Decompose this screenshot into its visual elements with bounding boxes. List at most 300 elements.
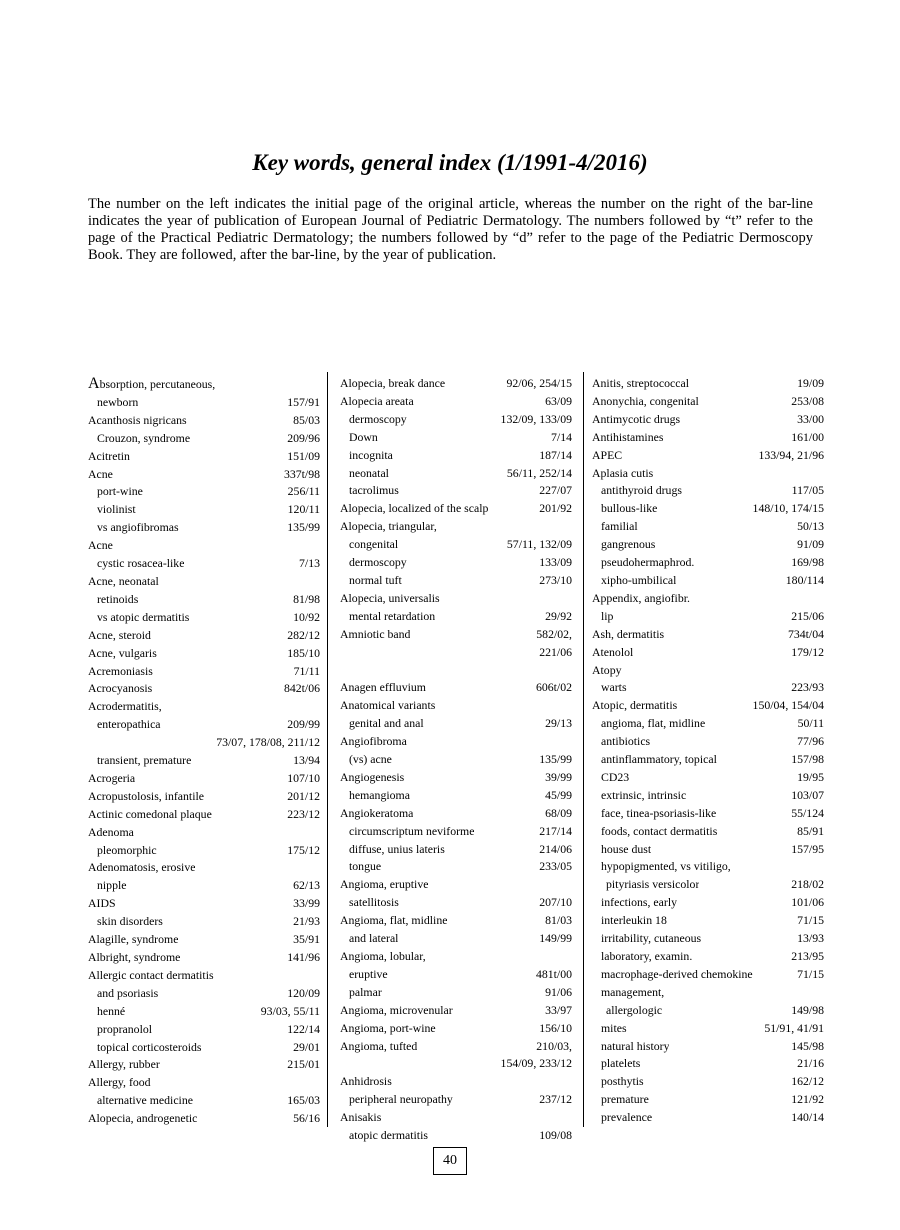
index-term: Angioma, tufted: [340, 1038, 418, 1053]
index-reference: 103/07: [791, 787, 824, 802]
index-entry: [340, 1002, 572, 1020]
index-entry: [340, 966, 572, 984]
index-reference: 63/09: [545, 393, 572, 408]
index-entry: [592, 1002, 824, 1020]
index-reference: 50/13: [797, 519, 824, 534]
index-entry: [592, 662, 824, 680]
index-entry: [88, 645, 320, 663]
index-term: foods, contact dermatitis: [601, 823, 718, 838]
index-entry: [340, 948, 572, 966]
index-term: pseudohermaphrod.: [601, 555, 695, 570]
index-term: Acropustolosis, infantile: [88, 788, 204, 803]
index-term: tongue: [349, 859, 382, 874]
index-term: warts: [601, 680, 627, 695]
index-entry: [88, 770, 320, 788]
index-term: antibiotics: [601, 734, 651, 749]
index-term: Alopecia, androgenetic: [88, 1111, 198, 1126]
index-entry: [88, 466, 320, 484]
index-term: topical corticosteroids: [97, 1039, 202, 1054]
index-reference: 21/16: [797, 1056, 824, 1071]
index-entry: [88, 430, 320, 448]
index-term: port-wine: [97, 484, 143, 499]
index-entry: [340, 518, 572, 536]
index-reference: 39/99: [545, 769, 572, 784]
index-entry: [88, 394, 320, 412]
index-entry: [592, 590, 824, 608]
index-reference: 201/12: [287, 788, 320, 803]
index-reference: 10/92: [293, 609, 320, 624]
index-term: Alopecia, universalis: [340, 590, 440, 605]
index-term: diffuse, unius lateris: [349, 841, 445, 856]
index-reference: 81/98: [293, 591, 320, 606]
index-reference: 132/09, 133/09: [500, 411, 572, 426]
index-term: posthytis: [601, 1074, 644, 1089]
index-entry: [88, 949, 320, 967]
index-reference: 149/99: [539, 931, 572, 946]
index-term: Angiokeratoma: [340, 805, 414, 820]
index-term: Angioma, flat, midline: [340, 913, 448, 928]
index-reference: 842t/06: [283, 681, 320, 696]
index-entry: [592, 823, 824, 841]
index-term: propranolol: [97, 1021, 153, 1036]
index-reference: 19/95: [797, 769, 824, 784]
index-term: transient, premature: [97, 753, 192, 768]
index-reference: 56/11, 252/14: [506, 465, 572, 480]
index-term: Acne, neonatal: [88, 573, 159, 588]
index-term: Acne, steroid: [88, 627, 151, 642]
index-term: hypopigmented, vs vitiligo,: [601, 859, 731, 874]
index-entry: [340, 858, 572, 876]
index-entry: [592, 948, 824, 966]
index-entry: [592, 1038, 824, 1056]
index-entry: [340, 930, 572, 948]
index-entry: [592, 1091, 824, 1109]
index-reference: 91/06: [545, 984, 572, 999]
index-reference: 120/11: [287, 502, 320, 517]
index-entry: [592, 393, 824, 411]
index-term: (vs) acne: [349, 752, 392, 767]
index-entry: [340, 912, 572, 930]
index-term: Acanthosis nigricans: [88, 412, 187, 427]
index-term: circumscriptum neviforme: [349, 823, 475, 838]
index-term: face, tinea-psoriasis-like: [601, 805, 717, 820]
index-term: henné: [97, 1003, 126, 1018]
index-term: Albright, syndrome: [88, 950, 181, 964]
index-reference: 29/01: [293, 1039, 320, 1054]
index-term: interleukin 18: [601, 913, 667, 928]
index-entry: [88, 806, 320, 824]
index-term: macrophage-derived chemokine: [601, 966, 753, 981]
index-entry: [592, 805, 824, 823]
index-term: Anisakis: [340, 1110, 382, 1125]
index-reference: 213/95: [791, 949, 824, 963]
index-reference: 135/99: [539, 752, 572, 767]
index-entry: [340, 572, 572, 590]
index-entry: [340, 733, 572, 751]
index-reference: 13/93: [797, 931, 824, 946]
index-term: angioma, flat, midline: [601, 716, 706, 731]
index-entry: [592, 447, 824, 465]
index-entry: [592, 679, 824, 697]
index-reference: 51/91, 41/91: [764, 1020, 824, 1035]
index-entry: [592, 608, 824, 626]
index-entry: [340, 769, 572, 787]
index-entry: [88, 734, 320, 752]
index-term: CD23: [601, 769, 630, 784]
index-entry: [88, 1056, 320, 1074]
index-entry: [592, 626, 824, 644]
index-reference: 145/98: [791, 1038, 824, 1053]
index-entry: [88, 555, 320, 573]
index-reference: 217/14: [539, 823, 572, 838]
index-column-3: [592, 375, 824, 1127]
index-reference: 223/12: [287, 806, 320, 821]
index-term: APEC: [592, 447, 623, 462]
index-entry: [592, 375, 824, 393]
index-term: irritability, cutaneous: [601, 931, 702, 946]
index-entry: [592, 930, 824, 948]
index-entry: [340, 626, 572, 644]
index-term: genital and anal: [349, 716, 424, 731]
index-term: Anitis, streptococcal: [592, 376, 689, 390]
index-reference: 221/06: [539, 644, 572, 659]
index-term: Angioma, eruptive: [340, 877, 429, 892]
index-term: cystic rosacea-like: [97, 556, 185, 571]
index-entry: [88, 716, 320, 734]
index-entry: [88, 698, 320, 716]
index-reference: 135/99: [287, 520, 320, 535]
index-entry: [88, 537, 320, 555]
index-entry: [340, 447, 572, 465]
index-entry: [88, 752, 320, 770]
index-entry: [592, 572, 824, 590]
index-entry: [592, 518, 824, 536]
index-term: Anhidrosis: [340, 1074, 392, 1089]
index-reference: 209/99: [287, 717, 320, 732]
index-term: Allergy, food: [88, 1075, 151, 1090]
index-reference: 81/03: [545, 913, 572, 928]
index-entry: [88, 824, 320, 842]
index-reference: 162/12: [791, 1074, 824, 1089]
index-term: premature: [601, 1092, 649, 1107]
index-entry: [88, 788, 320, 806]
index-term: antinflammatory, topical: [601, 752, 717, 767]
column-divider: [327, 372, 328, 1127]
index-term: Crouzon, syndrome: [97, 430, 191, 445]
index-term: Alopecia, break dance: [340, 376, 446, 390]
index-reference: 141/96: [287, 950, 320, 964]
index-term: natural history: [601, 1038, 670, 1053]
index-entry: [592, 841, 824, 859]
index-entry: [340, 894, 572, 912]
index-entry: [340, 1109, 572, 1127]
index-entry: [592, 536, 824, 554]
index-reference: 582/02,: [536, 626, 572, 641]
index-reference: 71/15: [797, 966, 824, 981]
index-term: Acrogeria: [88, 770, 136, 785]
index-term: Acne: [88, 538, 113, 553]
index-entry: [340, 1038, 572, 1056]
index-term: Acne, vulgaris: [88, 645, 157, 660]
index-reference: 133/94, 21/96: [758, 447, 824, 462]
index-term: Alopecia, triangular,: [340, 519, 437, 534]
index-entry: [88, 680, 320, 698]
index-entry: [340, 465, 572, 483]
index-term: newborn: [97, 394, 139, 409]
index-term: palmar: [349, 984, 382, 999]
index-reference: 35/91: [293, 932, 320, 947]
index-term: Adenomatosis, erosive: [88, 860, 196, 875]
index-entry: [592, 644, 824, 662]
index-term: Alopecia, localized of the scalp: [340, 501, 489, 516]
index-term: bullous-like: [601, 501, 658, 516]
index-reference: 45/99: [545, 787, 572, 802]
index-entry: [592, 715, 824, 733]
index-entry: [340, 876, 572, 894]
index-reference: 156/10: [539, 1020, 572, 1035]
index-reference: 214/06: [539, 841, 572, 856]
index-entry: [592, 1055, 824, 1073]
index-term: mites: [601, 1020, 627, 1035]
index-term: Angiofibroma: [340, 734, 407, 749]
index-reference: 185/10: [287, 645, 320, 660]
index-term: Acitretin: [88, 448, 130, 463]
index-term: and lateral: [349, 931, 399, 946]
index-entry: [592, 1109, 824, 1127]
index-reference: 21/93: [293, 914, 320, 929]
index-reference: 19/09: [797, 376, 824, 390]
index-term: Acrocyanosis: [88, 681, 153, 696]
index-entry: [88, 1039, 320, 1057]
index-entry: [592, 1020, 824, 1038]
index-term: Atenolol: [592, 644, 634, 659]
index-reference: 50/11: [797, 716, 824, 731]
index-reference: 227/07: [539, 483, 572, 498]
index-entry: [340, 1020, 572, 1038]
index-reference: 233/05: [539, 859, 572, 874]
index-term: Angioma, microvenular: [340, 1002, 453, 1017]
index-reference: 481t/00: [535, 966, 572, 981]
index-reference: 13/94: [293, 753, 320, 768]
index-entry: [340, 590, 572, 608]
index-reference: 165/03: [287, 1093, 320, 1108]
index-reference: 33/00: [797, 411, 824, 426]
index-reference: 209/96: [287, 430, 320, 445]
index-reference: 62/13: [293, 878, 320, 893]
index-entry: [340, 1091, 572, 1109]
index-entry: [592, 482, 824, 500]
index-term: normal tuft: [349, 572, 402, 587]
index-entry: [88, 859, 320, 877]
index-term: allergologic: [606, 1002, 663, 1017]
index-reference: 71/11: [293, 663, 320, 678]
index-term: Allergy, rubber: [88, 1057, 160, 1072]
index-entry: [88, 573, 320, 591]
index-reference: 169/98: [791, 555, 824, 570]
index-entry: [340, 841, 572, 859]
index-reference: 7/14: [551, 429, 572, 444]
index-reference: 273/10: [539, 572, 572, 587]
index-entry: [592, 697, 824, 715]
index-term: skin disorders: [97, 914, 163, 929]
index-term: lip: [601, 608, 614, 623]
index-reference: 180/114: [785, 572, 824, 587]
index-reference: 256/11: [287, 484, 320, 499]
index-reference: 175/12: [287, 842, 320, 857]
index-reference: 7/13: [299, 556, 320, 571]
index-reference: 215/01: [287, 1057, 320, 1072]
index-term: familial: [601, 519, 638, 534]
index-term: alternative medicine: [97, 1093, 193, 1108]
index-entry: [592, 984, 824, 1002]
index-reference: 154/09, 233/12: [500, 1056, 572, 1071]
index-entry: [340, 1055, 572, 1073]
index-reference: 734t/04: [787, 626, 824, 641]
index-term: eruptive: [349, 966, 388, 981]
index-reference: 253/08: [791, 393, 824, 408]
index-reference: 56/16: [293, 1111, 320, 1126]
index-entry: [340, 644, 572, 662]
index-entry: [88, 627, 320, 645]
index-term: mental retardation: [349, 608, 436, 623]
index-reference: 29/92: [545, 608, 572, 623]
index-term: hemangioma: [349, 787, 410, 802]
index-entry: [88, 877, 320, 895]
index-entry: [340, 375, 572, 393]
index-term: pleomorphic: [97, 842, 157, 857]
index-reference: 161/00: [791, 429, 824, 444]
index-term: dermoscopy: [349, 555, 407, 570]
index-term: Amniotic band: [340, 626, 411, 641]
page-title: Key words, general index (1/1991-4/2016): [252, 150, 648, 175]
index-reference: 91/09: [797, 537, 824, 552]
index-reference: 337t/98: [283, 466, 320, 481]
index-column-1: [88, 375, 320, 1128]
index-entry: [592, 411, 824, 429]
index-entry: [340, 823, 572, 841]
index-term: Antimycotic drugs: [592, 411, 681, 426]
index-entry: [88, 1074, 320, 1092]
index-entry: [340, 1127, 572, 1145]
intro-paragraph: The number on the left indicates the initial page of the original article, whereas the number on the right of the bar-line indicates the year of publication of European Journal of Pediatric Dermatology. The numbers followed by “t” refer to the page of the Practical Pediatric Dermatology; the numbers followed by “d” refer to the page of the Pediatric Dermoscopy Book. They are followed, after the bar-line, by the year of publication.: [88, 196, 813, 263]
index-entry: [340, 679, 572, 697]
index-reference: 121/92: [791, 1092, 824, 1107]
index-entry: [340, 608, 572, 626]
index-term: Adenoma: [88, 824, 134, 839]
index-term: Alopecia areata: [340, 393, 414, 408]
index-entry: [592, 1073, 824, 1091]
index-reference: 606t/02: [535, 680, 572, 695]
index-term: and psoriasis: [97, 985, 159, 1000]
index-term: antithyroid drugs: [601, 483, 682, 498]
index-reference: 179/12: [791, 644, 824, 659]
index-entry: [592, 894, 824, 912]
index-term: AIDS: [88, 896, 116, 911]
index-entry: [88, 519, 320, 537]
index-term: incognita: [349, 447, 393, 462]
index-entry: [88, 1092, 320, 1110]
index-term: management,: [601, 984, 665, 999]
index-entry: [88, 895, 320, 913]
index-entry: [592, 500, 824, 518]
index-reference: 71/15: [797, 913, 824, 928]
index-reference: 150/04, 154/04: [752, 698, 824, 713]
index-entry: [592, 554, 824, 572]
index-entry: [340, 751, 572, 769]
index-entry: [340, 554, 572, 572]
index-reference: 85/91: [797, 823, 824, 838]
index-entry: [88, 448, 320, 466]
index-entry: [340, 984, 572, 1002]
index-entry: [340, 411, 572, 429]
index-reference: 55/124: [791, 805, 824, 820]
index-reference: 33/99: [293, 896, 320, 911]
index-term: vs atopic dermatitis: [97, 609, 190, 624]
index-term: Anonychia, congenital: [592, 393, 699, 408]
index-entry: [88, 609, 320, 627]
index-reference: 210/03,: [536, 1038, 572, 1053]
index-reference: 207/10: [539, 895, 572, 910]
index-term: prevalence: [601, 1110, 653, 1125]
index-term: congenital: [349, 537, 399, 552]
index-reference: 107/10: [287, 770, 320, 785]
index-term: extrinsic, intrinsic: [601, 787, 687, 802]
index-entry: [88, 591, 320, 609]
index-reference: 215/06: [791, 608, 824, 623]
index-reference: 122/14: [287, 1021, 320, 1036]
index-entry: [592, 769, 824, 787]
index-entry: [88, 967, 320, 985]
index-entry: [88, 1003, 320, 1021]
index-term: Alagille, syndrome: [88, 932, 179, 947]
index-reference: 68/09: [545, 805, 572, 820]
index-term: Actinic comedonal plaque: [88, 806, 212, 821]
index-reference: 93/03, 55/11: [260, 1003, 320, 1018]
index-term: house dust: [601, 841, 652, 856]
index-term: retinoids: [97, 591, 139, 606]
index-reference: 77/96: [797, 734, 824, 749]
index-entry: [592, 876, 824, 894]
index-entry: [592, 912, 824, 930]
index-term: Atopic, dermatitis: [592, 698, 678, 713]
index-term: Allergic contact dermatitis: [88, 967, 214, 982]
index-term: Anatomical variants: [340, 698, 436, 713]
index-term: enteropathica: [97, 717, 161, 732]
index-reference: 151/09: [287, 448, 320, 463]
index-reference: 201/92: [539, 501, 572, 516]
index-entry: [88, 501, 320, 519]
index-reference: 187/14: [539, 447, 572, 462]
index-entry: [88, 1110, 320, 1128]
index-reference: 57/11, 132/09: [506, 537, 572, 552]
index-entry: [88, 375, 320, 394]
index-entry: [88, 663, 320, 681]
index-reference: 85/03: [293, 412, 320, 427]
index-term: Antihistamines: [592, 429, 664, 444]
index-entry: [340, 1073, 572, 1091]
index-term: platelets: [601, 1056, 641, 1071]
index-entry: [592, 751, 824, 769]
index-term: nipple: [97, 878, 127, 893]
index-entry: [340, 697, 572, 715]
index-entry: [88, 842, 320, 860]
index-entry: [340, 393, 572, 411]
index-reference: 120/09: [287, 985, 320, 1000]
index-term: satellitosis: [349, 895, 399, 910]
index-reference: 140/14: [791, 1110, 824, 1125]
column-divider: [583, 372, 584, 1127]
index-entry: [88, 931, 320, 949]
